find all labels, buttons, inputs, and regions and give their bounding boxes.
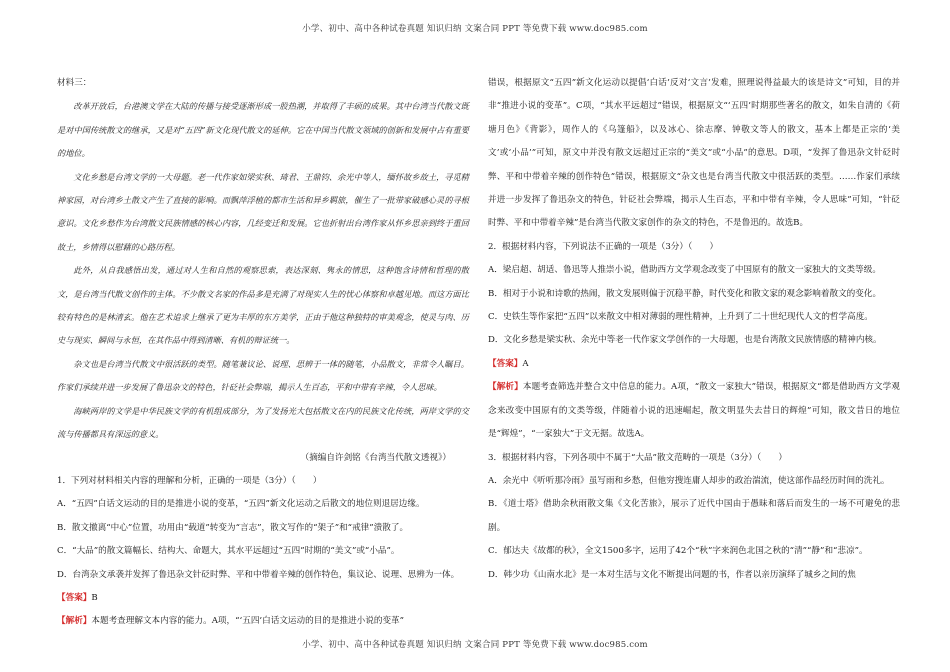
question-1-option-c: C．“大品”的散文篇幅长、结构大、命题大，其水平远超过“五四”时期的“美文”或“小品”。 [57,546,400,557]
answer-value: A [522,358,529,369]
analysis-tag: 【解析】 [57,616,92,627]
answer-2 [488,353,900,376]
question-2-option-a: A．梁启超、胡适、鲁迅等人推崇小说，借助西方文学观念改变了中国原有的散文一家独大的文类等级。 [488,265,881,276]
answer-1 [57,587,469,610]
analysis-1 [57,610,469,633]
passage-paragraph: 海峡两岸的文学是中华民族文学的有机组成部分，为了发扬光大包括散文在内的民族文化传统，两岸文学的交流与传播都具有深远的意义。 [57,405,469,440]
question-3-option-b: B．《道士塔》借助余秋雨散文集《文化苦旅》，展示了近代中国由于愚昧和落后而发生的一场不可避免的悲剧。 [488,499,900,533]
question-3-option-d: D．韩少功《山南水北》是一本对生活与文化不断提出问题的书，作者以亲历演绎了城乡之间的焦 [488,569,856,580]
material-label: 材料三： [57,78,92,88]
question-2-option-c: C．史铁生等作家把“五四”以来散文中相对薄弱的理性精神，上升到了二十世纪现代人文的哲学高度。 [488,312,873,323]
passage-paragraph: 杂文也是台湾当代散文中很活跃的类型。随笔兼议论、说理、思辨于一体的随笔，小品散文，非常令人瞩目。作家们承续并进一步发展了鲁迅杂文的特色，针砭社会弊端，揭示人生百态，平和中带有辛辣，令人思味。 [57,358,469,393]
analysis-text: 本题考查理解文本内容的能力。A项，“‘五四’白话文运动的目的是推进小说的变革” [91,616,405,627]
question-1-option-b: B．散文撤离“中心”位置，功用由“载道”转变为“言志”，散文写作的“架子”和“戒律”溃散了。 [57,522,409,533]
analysis-1-continued: 错误，根据原文“五四”新文化运动以提倡‘白话’反对‘文言’发难，照理说得益最大的该是诗文”可知，目的并非“推进小说的变革”。C项，“其水平远超过”错误，根据原文“‘五四’时期那些著名的散文，如朱自清的《荷塘月色》《背影》，周作人的《乌篷船》，以及冰心、徐志摩、钟敬文等人的散文，基本上都是正宗的‘美文’或‘小品’”可知，原文中并没有散文远超过正宗的“美文”或“小品”的意思。D项，“发挥了鲁迅杂文针砭时弊、平和中带着辛辣的创作特色”错误，根据原文“杂文也是台湾当代散文中很活跃的类型。……作家们承续并进一步发挥了鲁迅杂文的特色，针砭社会弊端，揭示人生百态，平和中带有辛辣，令人思味”可知，“针砭时弊、平和中带着辛辣”是台湾当代散文家创作的杂文的特色，不是鲁迅的。故选B。 [488,78,900,229]
page-footer: 小学、初中、高中各种试卷真题 知识归纳 文案合同 PPT 等免费下载 www.doc985.com [302,640,648,650]
question-2-option-b: B．相对于小说和诗歌的热闹，散文发展则偏于沉稳平静，时代变化和散文家的观念影响着散文的变化。 [488,288,882,299]
answer-tag: 【答案】 [57,592,92,603]
question-3-option-c: C．郁达夫《故都的秋》，全文1500多字，运用了42个“秋”字来润色北国之秋的“清”“静”和“悲凉”。 [488,546,868,557]
question-1-stem: 1．下列对材料相关内容的理解和分析，正确的一项是（3分）（ ） [57,475,322,486]
analysis-tag: 【解析】 [488,382,523,393]
page-header: 小学、初中、高中各种试卷真题 知识归纳 文案合同 PPT 等免费下载 www.doc985.com [302,24,648,34]
passage-source: （摘编自许剑铭《台湾当代散文透视》） [300,452,451,463]
analysis-text: 本题考查筛选并整合文中信息的能力。A项，“散文一家独大”错误，根据原文“都是借助西方文学观念来改变中国原有的文类等级，伴随着小说的迅速崛起，散文明显失去昔日的辉煌”可知，散文昔日的地位是“辉煌”，“一家独大”于文无据。故选A。 [488,382,900,440]
left-column [57,72,469,634]
answer-tag: 【答案】 [488,358,523,369]
passage-paragraph: 文化乡愁是台湾文学的一大母题。老一代作家如梁实秋、琦君、王鼎钧、余光中等人，缅怀故乡故土，寻觅精神家园，对台湾乡土散文产生了直接的影响。而飘萍浮植的都市生活和异乡羁旅，催生了一批带家破感心灵的寻根意识。文化乡愁作为台湾散文民族情感的核心内容，几经变迁和发展。它也折射出台湾作家从怀乡思亲到终于重回故土，乡情得以慰藉的心路历程。 [57,171,469,252]
question-1-option-d: D．台湾杂文承袭并发挥了鲁迅杂文针砭时弊、平和中带着辛辣的创作特色，集议论、说理、思辨为一体。 [57,569,460,580]
question-2-stem: 2．根据材料内容，下列说法不正确的一项是（3分）（ ） [488,241,719,252]
analysis-2 [488,376,900,446]
right-column [488,72,900,587]
question-3-option-a: A．余光中《听听那冷雨》虽写雨和乡愁，但他穷搜连庸人却步的政治湍流，使这部作品经历时间的洗礼。 [488,475,890,486]
passage-paragraph: 此外，从自我感悟出发，通过对人生和自然的观察思索，表达深刻、隽永的情思，这种饱含诗情和哲理的散文，是台湾当代散文创作的主体。不少散文名家的作品多是充满了对现实人生的忧心体察和卓越见地。而这方面比较有特色的是林清玄。他在艺术追求上继承了更为丰厚的东方美学，正由于他这种独特的审美观念，使灵与肉、历史与现实、瞬间与永恒，在其作品中得到清晰、有机的辩证统一。 [57,265,469,346]
question-2-option-d: D．文化乡愁是梁实秋、余光中等老一代作家文学创作的一大母题，也是台湾散文民族情感的精神内核。 [488,335,882,346]
answer-value: B [91,592,98,603]
question-3-stem: 3．根据材料内容，下列各项中不属于“大品”散文范畴的一项是（3分）（ ） [488,452,788,463]
question-1-option-a: A．“五四”白话文运动的目的是推进小说的变革，“五四”新文化运动之后散文的地位则退居边缘。 [57,499,425,510]
passage-paragraph: 改革开放后，台港澳文学在大陆的传播与接受逐渐形成一股热潮，并取得了丰硕的成果。其中台湾当代散文既是对中国传统散文的继承，又是对“五四”新文化现代散文的延伸。它在中国当代散文领域的创新和发展中占有重要的地位。 [57,101,469,159]
